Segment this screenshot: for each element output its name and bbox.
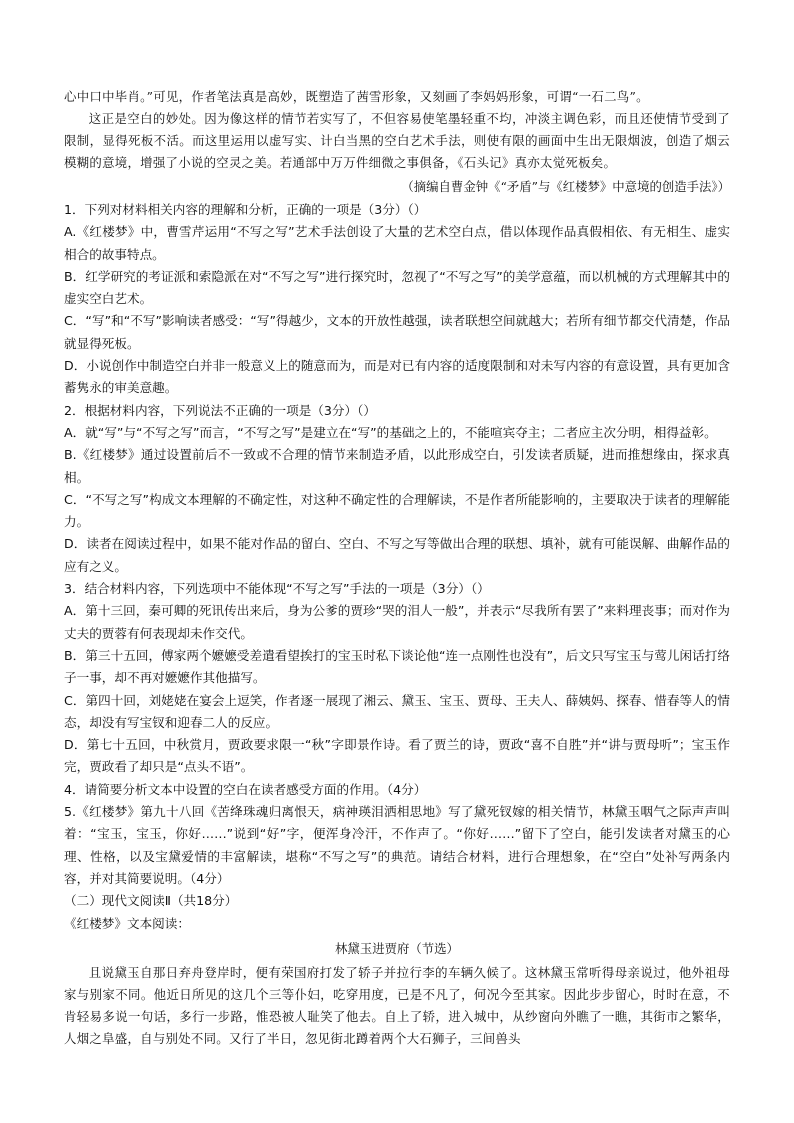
option-b: B.《红楼梦》通过设置前后不一致或不合理的情节来制造矛盾，以此形成空白，引发读者质疑，进而推想缘由，探求真相。 <box>64 447 730 485</box>
article-body <box>64 962 730 1050</box>
option-c: C．第四十回，刘姥姥在宴会上逗笑，作者逐一展现了湘云、黛玉、宝玉、贾母、王夫人、薛姨妈、探春、惜春等人的情态，却没有写宝钗和迎春二人的反应。 <box>64 692 730 730</box>
option-d: D．第七十五回，中秋赏月，贾政要求限一“秋”字即景作诗。看了贾兰的诗，贾政“喜不自胜”并“讲与贾母听”；宝玉作完，贾政看了却只是“点头不语”。 <box>64 737 730 775</box>
question-stem: 5.《红楼梦》第九十八回《苦绛珠魂归离恨天，病神瑛泪洒相思地》写了黛死钗嫁的相关情节，林黛玉咽气之际声声叫着：“宝玉，宝玉，你好……”说到“好”字，便浑身冷汗，不作声了。“你好……”留下了空白，能引发读者对黛玉的心理、性格，以及宝黛爱情的丰富解读，堪称“不写之写”的典范。请结合材料，进行合理想象，在“空白”处补写两条内容，并对其简要说明。（4分） <box>64 804 730 886</box>
question-list <box>64 199 730 935</box>
question-5 <box>64 801 730 890</box>
question-2 <box>64 400 730 578</box>
article-paragraph: 且说黛玉自那日弃舟登岸时，便有荣国府打发了轿子并拉行李的车辆久候了。这林黛玉常听得母亲说过，他外祖母家与别家不同。他近日所见的这几个三等仆妇，吃穿用度，已是不凡了，何况今至其家。因此步步留心，时时在意，不肯轻易多说一句话，多行一步路，惟恐被人耻笑了他去。自上了轿，进入城中，从纱窗向外瞧了一瞧，其街市之繁华，人烟之阜盛，自与别处不同。又行了半日，忽见街北蹲着两个大石狮子，三间兽头 <box>64 964 730 1046</box>
section-heading: （二）现代文阅读Ⅱ（共18分） <box>64 893 238 909</box>
option-c: C．“写”和“不写”影响读者感受：“写”得越少，文本的开放性越强，读者联想空间就越大；若所有细节都交代清楚，作品就显得死板。 <box>64 313 730 351</box>
passage-source: （摘编自曹金钟《“矛盾”与《红楼梦》中意境的创造手法》） <box>401 179 730 194</box>
passage-line: 心中口中毕肖。”可见，作者笔法真是高妙，既塑造了茜雪形象，又刻画了李妈妈形象，可谓“一石二鸟”。 <box>64 89 649 104</box>
article-title: 林黛玉进贾府（节选） <box>335 940 459 956</box>
question-3 <box>64 578 730 779</box>
question-4 <box>64 779 730 801</box>
section-intro: 《红楼梦》文本阅读： <box>64 915 190 931</box>
question-1 <box>64 199 730 400</box>
passage-continued <box>64 86 730 174</box>
question-stem: 1．下列对材料相关内容的理解和分析，正确的一项是（3分）（） <box>64 202 427 217</box>
option-a: A．第十三回，秦可卿的死讯传出来后，身为公爹的贾珍“哭的泪人一般”，并表示“尽我所有罢了”来料理丧事；而对作为丈夫的贾蓉有何表现却未作交代。 <box>64 603 730 641</box>
option-b: B．第三十五回，傅家两个嬷嬷受差遣看望挨打的宝玉时私下谈论他“连一点刚性也没有”，后文只写宝玉与莺儿闲话打络子一事，却不再对嬷嬷作其他描写。 <box>64 647 730 686</box>
question-stem: 2．根据材料内容，下列说法不正确的一项是（3分）（） <box>64 402 376 418</box>
option-c: C．“不写之写”构成文本理解的不确定性，对这种不确定性的合理解读，不是作者所能影响的，主要取决于读者的理解能力。 <box>64 491 730 530</box>
option-d: D．小说创作中制造空白并非一般意义上的随意而为，而是对已有内容的适度限制和对未写内容的有意设置，具有更加含蓄隽永的审美意趣。 <box>64 358 730 396</box>
option-b: B．红学研究的考证派和索隐派在对“不写之写”进行探究时，忽视了“不写之写”的美学意蕴，而以机械的方式理解其中的虚实空白艺术。 <box>64 268 730 307</box>
option-a: A．就“写”与“不写之写”而言，“不写之写”是建立在“写”的基础之上的，不能喧宾夺主；二者应主次分明，相得益彰。 <box>64 424 717 440</box>
question-stem: 3．结合材料内容，下列选项中不能体现“不写之写”手法的一项是（3分）（） <box>64 581 490 597</box>
option-d: D．读者在阅读过程中，如果不能对作品的留白、空白、不写之写等做出合理的联想、填补，就有可能误解、曲解作品的应有之义。 <box>64 536 730 574</box>
option-a: A.《红楼梦》中，曹雪芹运用“不写之写”艺术手法创设了大量的艺术空白点，借以体现作品真假相依、有无相生、虚实相合的故事特点。 <box>64 224 730 262</box>
question-stem: 4．请简要分析文本中设置的空白在读者感受方面的作用。（4分） <box>64 781 427 797</box>
passage-paragraph: 这正是空白的妙处。因为像这样的情节若实写了，不但容易使笔墨轻重不均，冲淡主调色彩，而且还使情节受到了限制，显得死板不活。而这里运用以虚写实、计白当黑的空白艺术手法，则使有限的画面中生出无限烟波，创造了烟云模糊的意境，增强了小说的空灵之美。若通部中万万件细微之事俱备，《石头记》真亦太觉死板矣。 <box>64 111 730 170</box>
